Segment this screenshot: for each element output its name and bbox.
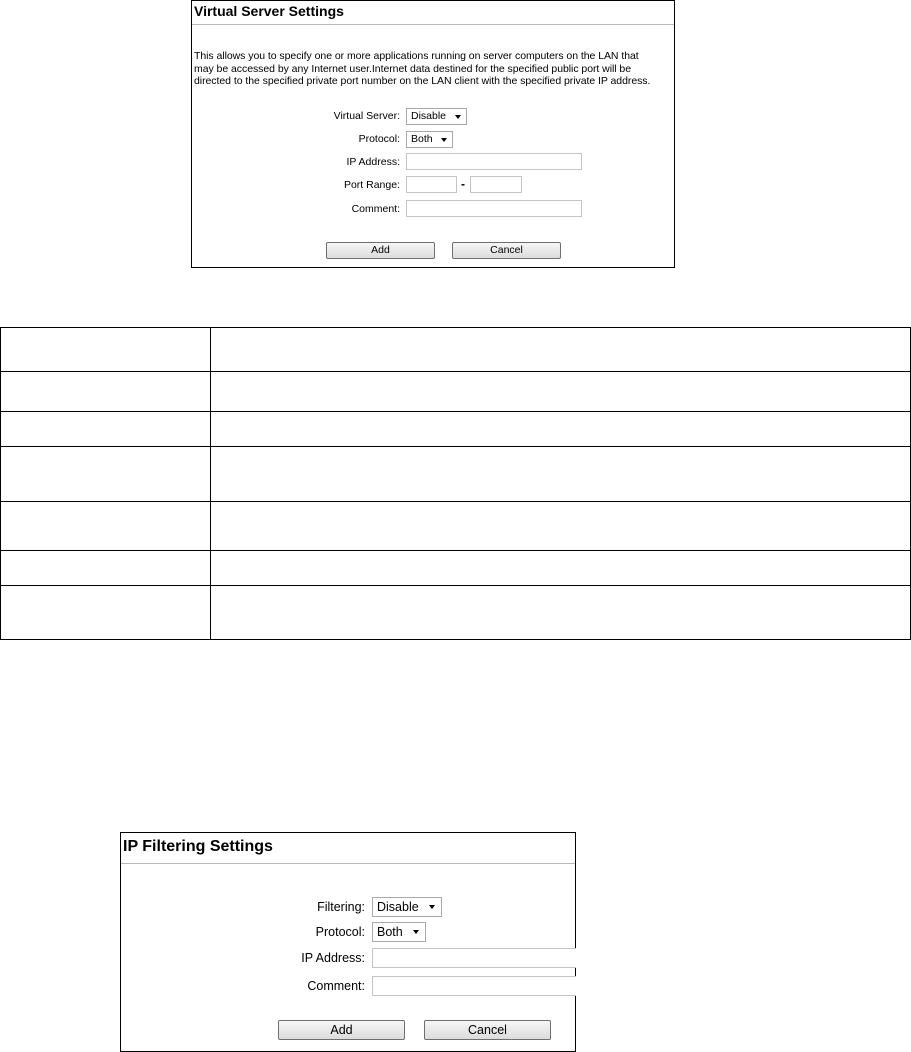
table-row — [1, 551, 910, 586]
virtual-server-settings-title: Virtual Server Settings — [194, 3, 344, 19]
comment-label: Comment: — [307, 979, 365, 993]
field-description-table — [0, 327, 911, 640]
title-divider — [192, 24, 674, 25]
port-range-end-input[interactable] — [470, 176, 522, 193]
table-row — [1, 372, 910, 412]
protocol-select[interactable] — [372, 922, 426, 942]
port-range-separator: - — [461, 177, 465, 191]
protocol-select-value: Both — [411, 133, 433, 145]
filtering-select[interactable] — [372, 897, 442, 917]
filtering-label: Filtering: — [317, 900, 365, 914]
virtual-server-select-value: Disable — [411, 110, 447, 122]
ip-address-input[interactable] — [372, 948, 576, 968]
chevron-down-icon — [441, 138, 447, 142]
chevron-down-icon — [413, 930, 419, 934]
description-line-3: directed to the specified private port number on the LAN client with the specified private IP address. — [194, 75, 651, 87]
chevron-down-icon — [455, 115, 461, 119]
ip-filtering-settings-title: IP Filtering Settings — [123, 838, 273, 855]
table-column-divider — [210, 328, 211, 639]
ip-address-label: IP Address: — [301, 951, 365, 965]
ip-address-label: IP Address: — [346, 156, 400, 168]
ip-filtering-settings-panel — [120, 832, 576, 1052]
virtual-server-settings-panel — [191, 0, 675, 268]
port-range-label: Port Range: — [343, 179, 400, 191]
ip-address-input[interactable] — [406, 153, 582, 170]
description-line-2: may be accessed by any Internet user.Internet data destined for the specified public port will be — [194, 62, 631, 75]
protocol-label: Protocol: — [315, 925, 365, 939]
table-row — [1, 586, 910, 640]
title-divider — [121, 863, 575, 864]
filtering-select-value: Disable — [377, 900, 419, 914]
port-range-start-input[interactable] — [406, 176, 457, 193]
cancel-button[interactable]: Cancel — [452, 242, 561, 259]
comment-label: Comment: — [351, 203, 400, 215]
protocol-select-value: Both — [377, 925, 403, 939]
protocol-label: Protocol: — [358, 133, 400, 145]
virtual-server-label: Virtual Server: — [333, 110, 400, 122]
table-row — [1, 412, 910, 447]
table-row — [1, 502, 910, 551]
virtual-server-select[interactable] — [406, 108, 467, 125]
table-header-row — [1, 328, 910, 372]
comment-input[interactable] — [406, 200, 582, 217]
add-button[interactable]: Add — [326, 242, 435, 259]
description-line-1: This allows you to specify one or more applications running on server computers on the LAN that — [194, 50, 639, 62]
table-row — [1, 447, 910, 502]
cancel-button[interactable]: Cancel — [424, 1020, 551, 1040]
protocol-select[interactable] — [406, 131, 453, 148]
chevron-down-icon — [429, 905, 435, 909]
add-button[interactable]: Add — [278, 1020, 405, 1040]
comment-input[interactable] — [372, 976, 576, 996]
